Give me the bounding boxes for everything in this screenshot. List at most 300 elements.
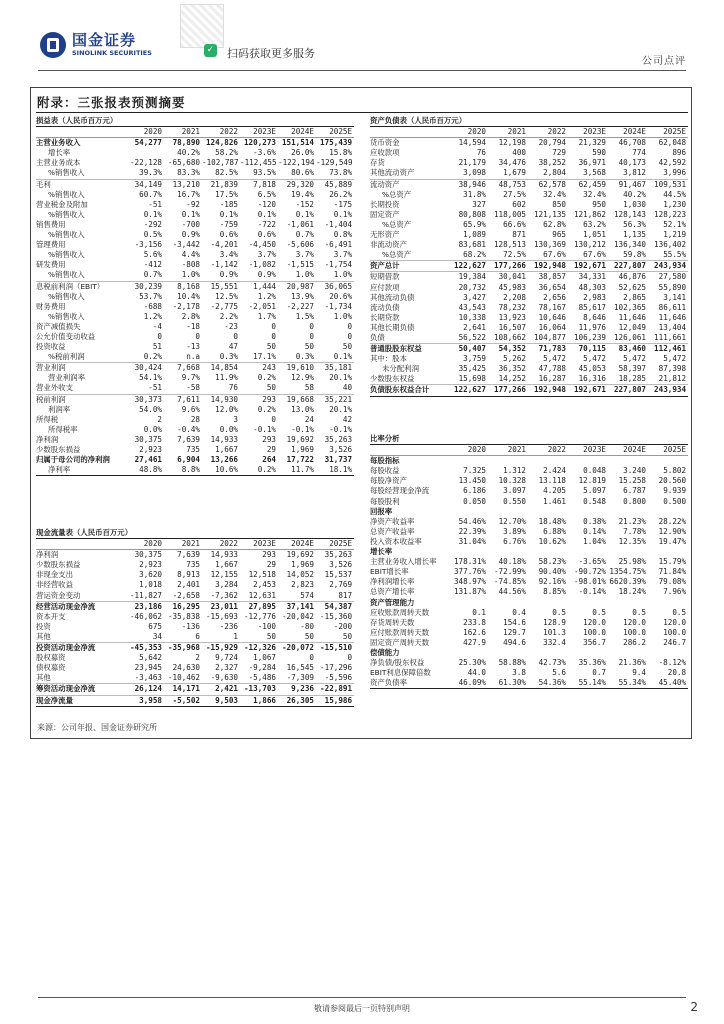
row-value: 37,141 xyxy=(278,601,316,612)
row-value: -35,838 xyxy=(167,611,200,621)
row-value: 50 xyxy=(342,631,353,641)
table-row xyxy=(36,260,354,270)
row-value: 50 xyxy=(342,342,353,352)
row-value: 13,404 xyxy=(658,322,687,332)
table-row xyxy=(370,658,688,668)
row-value: 11,646 xyxy=(618,312,646,322)
row-value: 735 xyxy=(186,560,200,570)
row-label: 营业利润 xyxy=(36,363,126,374)
table-row xyxy=(36,465,354,476)
row-label: %销售收入 xyxy=(48,168,85,178)
row-value: 34,149 xyxy=(126,179,164,190)
row-value: 35.36% xyxy=(578,658,606,668)
row-value: 4.4% xyxy=(181,250,200,260)
year-header: 2023E xyxy=(568,445,608,456)
row-value: 5,262 xyxy=(503,354,526,364)
row-value: 38,857 xyxy=(528,272,568,283)
row-value: -9,630 xyxy=(210,673,238,683)
row-label: 流动负债 xyxy=(370,302,400,312)
row-value: 13.0% xyxy=(291,404,314,414)
row-label: 税前利润 xyxy=(36,394,126,405)
table-row xyxy=(36,322,354,332)
table-row xyxy=(36,281,354,292)
row-value: 36,065 xyxy=(316,281,354,292)
row-value: 0.1% xyxy=(295,209,314,219)
row-value: -3.65% xyxy=(578,557,606,567)
row-value: 2,983 xyxy=(583,292,606,302)
row-value: 27,895 xyxy=(240,601,278,612)
row-value: 3,526 xyxy=(329,445,353,454)
table-row xyxy=(370,138,688,149)
table-row xyxy=(36,158,354,168)
row-value: 1.04% xyxy=(583,536,606,546)
row-value: -3,463 xyxy=(134,673,162,683)
year-header: 2024E xyxy=(278,539,316,550)
row-value: 6,904 xyxy=(177,455,200,465)
table-row xyxy=(370,354,688,364)
row-value: 15,986 xyxy=(316,695,354,706)
year-header: 2022 xyxy=(528,445,568,456)
row-value: 2,865 xyxy=(623,292,646,302)
row-label: EBIT增长率 xyxy=(370,567,409,577)
row-value: -9,284 xyxy=(248,663,276,673)
row-value: -292 xyxy=(143,219,162,229)
row-value: 735 xyxy=(186,445,200,454)
row-value: 7,639 xyxy=(177,550,200,560)
row-label: 固定资产周转天数 xyxy=(370,637,430,647)
row-label: 负债股东权益合计 xyxy=(370,385,448,396)
row-value: -2,227 xyxy=(286,301,314,311)
row-value: 121,135 xyxy=(533,209,566,219)
row-value: 54,352 xyxy=(488,344,528,355)
row-label: 增长率 xyxy=(48,148,71,158)
row-value: 121,862 xyxy=(573,209,606,219)
row-value: 53.7% xyxy=(139,291,162,301)
row-value: 29,320 xyxy=(278,179,316,190)
table-row xyxy=(36,653,354,663)
table-row xyxy=(370,517,688,527)
row-value: 122,627 xyxy=(448,385,488,396)
row-label: %总资产 xyxy=(382,219,412,229)
row-value: 8.8% xyxy=(164,465,202,476)
row-label: 其他流动资产 xyxy=(370,168,415,178)
table-row xyxy=(36,591,354,602)
row-value: 0 xyxy=(309,331,314,341)
row-value: 8,913 xyxy=(177,570,200,580)
row-value: 120.0 xyxy=(583,617,606,627)
row-value: 130,369 xyxy=(533,240,566,250)
row-value: -13,703 xyxy=(240,684,278,695)
row-value: 950 xyxy=(592,199,606,209)
row-value: 92.16% xyxy=(538,577,566,587)
row-value: 40 xyxy=(342,383,353,393)
qr-code[interactable] xyxy=(180,4,224,48)
row-value: 80.6% xyxy=(291,168,314,178)
table-row xyxy=(36,332,354,342)
year-header: 2021 xyxy=(164,539,202,550)
row-label: 非流动资产 xyxy=(370,240,407,250)
row-value: 100.0 xyxy=(583,627,606,637)
row-value: 112,461 xyxy=(648,344,688,355)
row-value: 54.46% xyxy=(458,516,486,526)
row-value xyxy=(448,547,488,557)
row-value: -15,360 xyxy=(320,611,353,621)
row-label: 长期贷款 xyxy=(370,312,400,322)
row-value: -4,450 xyxy=(248,240,276,250)
row-value: 12.9% xyxy=(291,373,314,383)
row-value: -100 xyxy=(257,621,276,631)
row-value: 32.4% xyxy=(543,189,566,199)
row-value: 58.88% xyxy=(498,658,526,668)
row-value: 2,923 xyxy=(139,560,162,570)
row-value: 50 xyxy=(266,342,276,352)
row-value: -0.14% xyxy=(578,587,606,597)
row-label: 投入资本收益率 xyxy=(370,536,422,546)
row-value: 0.4 xyxy=(512,607,526,617)
row-label: 研发费用 xyxy=(36,260,66,270)
row-value: 1,219 xyxy=(663,230,687,240)
row-value: 14,933 xyxy=(210,434,238,444)
row-value xyxy=(488,456,528,467)
row-value: 19,692 xyxy=(286,434,314,444)
row-value: 1.2% xyxy=(257,291,276,301)
row-value: 20.8 xyxy=(667,668,687,678)
row-value: -18 xyxy=(186,321,200,331)
row-value: 24 xyxy=(304,414,314,424)
row-value: 15,537 xyxy=(324,570,353,580)
row-value: 0.0% xyxy=(143,424,162,434)
row-value: 0.9% xyxy=(257,270,276,280)
row-value: 30,375 xyxy=(134,434,162,444)
table-row xyxy=(36,663,354,673)
row-value: 0.2% xyxy=(143,352,162,362)
logo-name-en: SINOLINK SECURITIES xyxy=(72,49,152,58)
row-value: 12,049 xyxy=(618,322,646,332)
row-label: 利润率 xyxy=(48,404,71,414)
year-header: 2025E xyxy=(648,127,688,138)
table-row xyxy=(370,168,688,179)
table-row xyxy=(370,374,688,385)
table-row xyxy=(370,230,688,240)
row-value: 1.7% xyxy=(257,311,276,321)
row-value: 2,923 xyxy=(139,445,162,454)
row-value: 20,732 xyxy=(458,282,486,292)
row-value: 68.2% xyxy=(463,250,486,260)
row-label: 总资产收益率 xyxy=(370,526,415,536)
year-header: 2024E xyxy=(608,445,648,456)
row-value: 86,611 xyxy=(658,302,687,312)
row-value: 1,969 xyxy=(291,445,314,454)
table-row xyxy=(36,250,354,260)
row-value: 122,627 xyxy=(448,261,488,272)
row-value: 0.1% xyxy=(257,209,276,219)
row-label: 偿债能力 xyxy=(370,647,400,657)
row-value: -102,787 xyxy=(202,158,239,168)
row-value: 38,252 xyxy=(538,158,566,168)
row-value: 5.802 xyxy=(663,466,687,476)
row-value: 40.18% xyxy=(498,557,526,567)
ratio-analysis-table xyxy=(370,434,688,689)
row-label: 少数股东权益 xyxy=(370,374,415,384)
row-value: 0.050 xyxy=(463,496,486,506)
row-value xyxy=(568,598,608,608)
row-value: 13,210 xyxy=(164,179,202,190)
row-value: 9.4 xyxy=(632,668,646,678)
row-value: 14,933 xyxy=(210,550,238,560)
row-label: 资本开支 xyxy=(36,611,66,621)
row-value xyxy=(608,598,648,608)
row-value: 729 xyxy=(552,148,566,158)
row-value: 11.9% xyxy=(215,373,238,383)
row-value: 120.0 xyxy=(663,617,687,627)
table-row xyxy=(36,425,354,435)
row-value: 45,053 xyxy=(578,364,606,374)
table-row xyxy=(370,313,688,323)
row-value: 0.5 xyxy=(552,607,566,617)
row-value: 6.787 xyxy=(623,486,646,496)
row-value: -7,362 xyxy=(210,590,238,600)
row-label: 息税前利润（EBIT） xyxy=(36,281,126,292)
row-value: 1,679 xyxy=(503,168,526,178)
row-value: 896 xyxy=(672,148,687,158)
row-value: 6.186 xyxy=(463,486,486,496)
table-row xyxy=(370,527,688,537)
row-value: 26.0% xyxy=(291,148,314,158)
table-row xyxy=(370,272,688,283)
row-value: 0.6% xyxy=(219,230,238,240)
row-value: 9.6% xyxy=(181,404,200,414)
row-value: -3.6% xyxy=(253,148,276,158)
table-row xyxy=(370,608,688,618)
footer-disclaimer: 敬请参阅最后一页特别声明 xyxy=(314,1004,410,1013)
row-value xyxy=(448,456,488,467)
row-value: -22,891 xyxy=(316,684,354,695)
row-label: 少数股东损益 xyxy=(36,560,81,570)
table-row xyxy=(370,476,688,486)
table-row xyxy=(370,598,688,608)
row-value: 21,179 xyxy=(458,158,486,168)
row-label: 每股指标 xyxy=(370,456,400,466)
row-value: 47 xyxy=(228,342,238,352)
row-value: 67.6% xyxy=(583,250,606,260)
row-value: 0.5 xyxy=(632,607,646,617)
row-label: 营运资金变动 xyxy=(36,590,81,600)
row-value xyxy=(488,507,528,517)
table-title: 现金流量表（人民币百万元） xyxy=(36,528,354,539)
row-label: 筹资活动现金净流 xyxy=(36,684,126,695)
row-value: n.a xyxy=(186,352,200,362)
row-value: 58,397 xyxy=(618,364,646,374)
row-value: 1.5% xyxy=(295,311,314,321)
page-number: 2 xyxy=(690,1000,698,1014)
row-value: 54,277 xyxy=(134,138,162,148)
row-value: 3.7% xyxy=(295,250,314,260)
row-value: -412 xyxy=(143,260,162,270)
table-row xyxy=(36,138,354,149)
table-row xyxy=(370,628,688,638)
table-row xyxy=(370,190,688,200)
row-label: 投资 xyxy=(36,621,51,631)
row-value: 10.6% xyxy=(202,465,240,476)
row-label: 流动资产 xyxy=(370,179,448,190)
logo-icon xyxy=(40,32,66,58)
table-row xyxy=(36,435,354,445)
row-value xyxy=(528,648,568,658)
row-value: -12,326 xyxy=(240,643,278,654)
row-value: 17.5% xyxy=(215,189,238,199)
row-value: 25.98% xyxy=(618,557,646,567)
row-label: 应付款项 xyxy=(370,282,400,292)
row-value: 28.22% xyxy=(658,516,687,526)
row-label: 其他 xyxy=(36,631,51,641)
row-value: 12.819 xyxy=(578,476,606,486)
row-label: %总资产 xyxy=(382,250,412,260)
row-value: -17,296 xyxy=(320,663,353,673)
row-value: 15.79% xyxy=(658,557,687,567)
row-value: -65,680 xyxy=(167,158,200,168)
section-title: 附录：三张报表预测摘要 xyxy=(37,95,186,110)
row-value: 1.0% xyxy=(333,311,353,321)
row-label: 总资产增长率 xyxy=(370,587,415,597)
row-value xyxy=(488,648,528,658)
row-value: -0.4% xyxy=(177,424,200,434)
row-label: 其他 xyxy=(36,673,51,683)
year-header: 2020 xyxy=(126,539,164,550)
row-value: 15.8% xyxy=(329,148,353,158)
row-value: 7,818 xyxy=(240,179,278,190)
row-value: 13.9% xyxy=(291,291,314,301)
row-value: 28 xyxy=(190,414,200,424)
row-value: 16,287 xyxy=(538,374,566,384)
row-value: 48.8% xyxy=(126,465,164,476)
table-row xyxy=(36,643,354,654)
row-value: 14,854 xyxy=(202,363,240,374)
row-label: 回报率 xyxy=(370,506,393,516)
row-value: 50 xyxy=(304,631,314,641)
row-value: 19,610 xyxy=(278,363,316,374)
row-label: 普通股股东权益 xyxy=(370,344,448,355)
row-value: 29 xyxy=(266,445,276,454)
table-row xyxy=(36,601,354,612)
table-row xyxy=(370,486,688,496)
row-value: 9,236 xyxy=(278,684,316,695)
year-header: 2020 xyxy=(448,445,488,456)
row-value: 1,444 xyxy=(240,281,278,292)
row-label: 主营业务收入增长率 xyxy=(370,557,437,567)
row-value: 0.5 xyxy=(672,607,687,617)
row-label: 其中：股本 xyxy=(370,354,407,364)
year-header: 2021 xyxy=(488,127,528,138)
row-value: 1,969 xyxy=(291,560,314,570)
row-value: 293 xyxy=(262,434,276,444)
row-value: 2 xyxy=(195,653,200,663)
row-value: 3,427 xyxy=(463,292,486,302)
row-value: 8,646 xyxy=(583,312,606,322)
row-value: 177,266 xyxy=(488,261,528,272)
row-value: 42,592 xyxy=(658,158,687,168)
row-value: 26,124 xyxy=(126,684,164,695)
row-value: 5,472 xyxy=(663,354,687,364)
row-value: -23 xyxy=(224,321,238,331)
row-value: 0.6% xyxy=(257,230,276,240)
table-row xyxy=(370,148,688,158)
row-value: 15.258 xyxy=(618,476,646,486)
row-label: 每股经营现金净流 xyxy=(370,486,430,496)
row-value: 0.1% xyxy=(143,209,162,219)
row-value: 3.4% xyxy=(219,250,238,260)
table-row xyxy=(36,240,354,250)
table-row xyxy=(36,445,354,455)
row-value: -1,061 xyxy=(286,219,314,229)
row-value: 675 xyxy=(148,621,162,631)
row-value: 3,620 xyxy=(139,570,162,580)
table-title: 资产负债表（人民币百万元） xyxy=(370,116,688,127)
table-row xyxy=(36,302,354,312)
row-value: 72.5% xyxy=(503,250,526,260)
row-value: 93.5% xyxy=(253,168,276,178)
row-value: 264 xyxy=(262,455,276,465)
row-value xyxy=(528,456,568,467)
row-value: 293 xyxy=(240,394,278,405)
row-value: 54,387 xyxy=(316,601,354,612)
table-row xyxy=(370,507,688,517)
table-row xyxy=(36,210,354,220)
row-value: 31.04% xyxy=(458,536,486,546)
row-value: 348.97% xyxy=(453,577,486,587)
row-value: 17.1% xyxy=(253,352,276,362)
year-header-blank xyxy=(370,445,448,456)
row-value: -4,201 xyxy=(210,240,238,250)
row-value: 7,611 xyxy=(164,394,202,405)
row-value: 21,812 xyxy=(658,374,687,384)
row-value: 16,064 xyxy=(538,322,566,332)
row-value: 136,340 xyxy=(613,240,646,250)
row-value: 6.88% xyxy=(543,526,566,536)
row-value: 54.0% xyxy=(139,404,162,414)
row-value: 2,804 xyxy=(543,168,566,178)
row-label: 未分配利润 xyxy=(382,364,419,374)
row-value: -175 xyxy=(333,199,353,209)
row-value: 3.7% xyxy=(333,250,353,260)
row-value: 63.2% xyxy=(583,219,606,229)
row-value: 40.2% xyxy=(177,148,200,158)
table-row xyxy=(36,415,354,425)
row-value: 3,526 xyxy=(329,560,353,570)
row-value: 19,668 xyxy=(278,394,316,405)
row-value: -4 xyxy=(152,321,162,331)
row-value: 20.6% xyxy=(329,291,353,301)
row-label: 无形资产 xyxy=(370,230,400,240)
row-value: 19,384 xyxy=(448,272,488,283)
year-header: 2021 xyxy=(164,127,202,138)
row-value: 590 xyxy=(592,148,606,158)
table-row xyxy=(370,261,688,272)
table-row xyxy=(36,200,354,210)
row-value: 50 xyxy=(304,342,314,352)
row-label: %销售收入 xyxy=(48,270,85,280)
row-value: -122,194 xyxy=(278,158,315,168)
row-value: 90.40% xyxy=(538,567,566,577)
footer-divider xyxy=(38,997,686,998)
row-label: 现金净流量 xyxy=(36,695,126,706)
row-value: -11,827 xyxy=(129,590,162,600)
row-value: 356.7 xyxy=(583,637,606,647)
row-value: 20.1% xyxy=(329,404,353,414)
row-value: 494.6 xyxy=(503,637,526,647)
row-value: -1,515 xyxy=(286,260,314,270)
row-value: 31,737 xyxy=(324,455,353,465)
row-value: 0 xyxy=(309,321,314,331)
